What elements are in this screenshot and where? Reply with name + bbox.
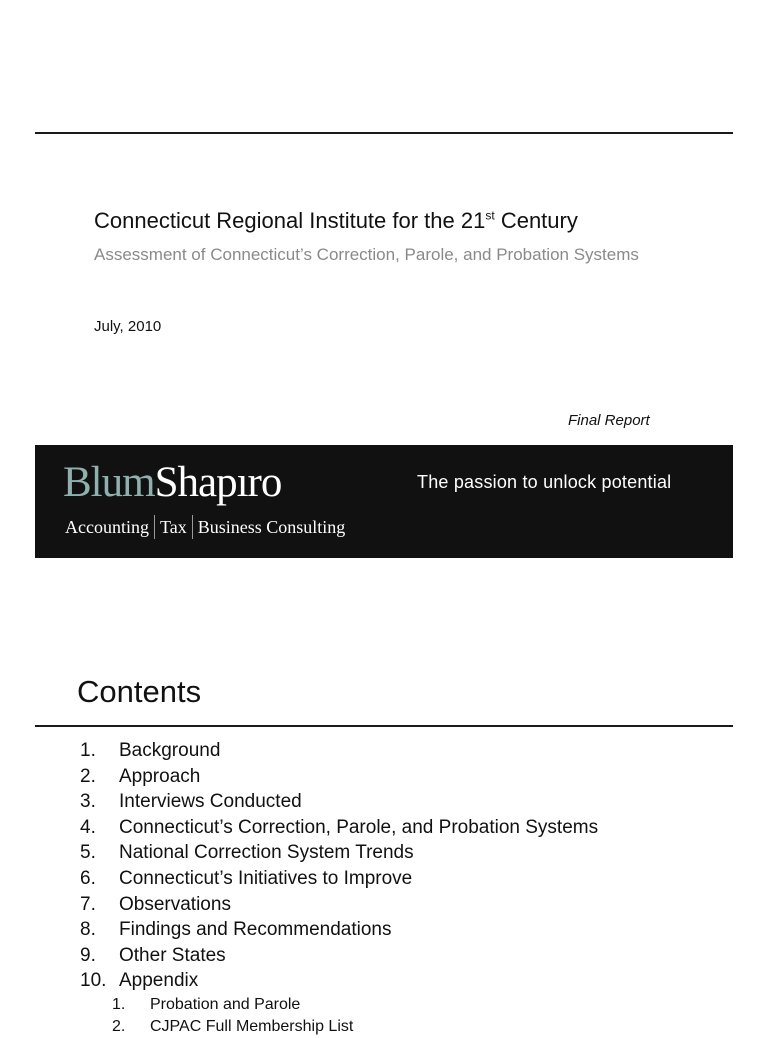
service-tax: Tax	[159, 516, 187, 537]
toc-item	[80, 892, 598, 918]
toc-item	[80, 738, 598, 764]
toc-item	[80, 968, 598, 994]
toc-item-label: Connecticut’s Initiatives to Improve	[119, 867, 413, 889]
company-tagline: The passion to unlock potential	[417, 472, 672, 492]
title-superscript: st	[485, 208, 495, 223]
contents-divider	[35, 725, 733, 727]
report-date: July, 2010	[94, 318, 162, 335]
toc-subitem-label: Probation and Parole	[150, 996, 301, 1013]
service-business-consulting: Business Consulting	[197, 516, 346, 537]
table-of-contents	[80, 738, 598, 994]
toc-item	[80, 866, 598, 892]
logo-blum-text: Blum	[63, 459, 155, 506]
logo-shapiro-text: Shapıro	[154, 459, 282, 506]
company-banner	[35, 445, 733, 558]
toc-item-number: 1.	[80, 740, 96, 761]
toc-item	[80, 917, 598, 943]
toc-item-number: 6.	[80, 867, 96, 889]
toc-item	[80, 840, 598, 866]
appendix-subitems	[112, 994, 353, 1038]
toc-subitem	[112, 994, 353, 1016]
service-accounting: Accounting	[65, 516, 149, 537]
service-separator	[192, 515, 193, 539]
toc-item-number: 4.	[80, 816, 96, 838]
toc-item-label: Other States	[119, 944, 226, 966]
toc-item-label: Appendix	[119, 970, 199, 992]
toc-subitem	[112, 1016, 353, 1038]
toc-item-number: 3.	[80, 791, 96, 813]
toc-item-number: 5.	[80, 842, 96, 864]
toc-item-label: Connecticut’s Correction, Parole, and Probation Systems	[119, 816, 599, 838]
toc-item-number: 2.	[80, 765, 96, 787]
report-type: Final Report	[568, 412, 650, 429]
toc-item-number: 9.	[80, 944, 96, 966]
services-line	[65, 515, 345, 539]
toc-item-label: Background	[119, 740, 221, 761]
top-divider	[35, 132, 733, 134]
toc-item	[80, 789, 598, 815]
toc-item-number: 10.	[80, 970, 107, 992]
toc-item	[80, 943, 598, 969]
toc-item-number: 8.	[80, 919, 96, 941]
title-main: Connecticut Regional Institute for the 21	[94, 208, 486, 233]
title-end: Century	[494, 208, 578, 233]
toc-item-label: Interviews Conducted	[119, 791, 302, 813]
contents-heading: Contents	[77, 674, 202, 709]
toc-subitem-label: CJPAC Full Membership List	[150, 1018, 354, 1035]
toc-item	[80, 815, 598, 841]
blumshapiro-logo	[63, 461, 281, 504]
toc-item-label: Observations	[119, 893, 231, 915]
toc-subitem-number: 2.	[112, 1018, 126, 1035]
report-subtitle: Assessment of Connecticut’s Correction, Parole, and Probation Systems	[94, 245, 639, 264]
service-separator	[154, 515, 155, 539]
toc-item	[80, 764, 598, 790]
toc-item-label: Approach	[119, 765, 201, 787]
toc-item-label: Findings and Recommendations	[119, 919, 392, 941]
toc-subitem-number: 1.	[112, 996, 126, 1013]
toc-item-number: 7.	[80, 893, 96, 915]
report-title	[94, 208, 578, 234]
toc-item-label: National Correction System Trends	[119, 842, 414, 864]
